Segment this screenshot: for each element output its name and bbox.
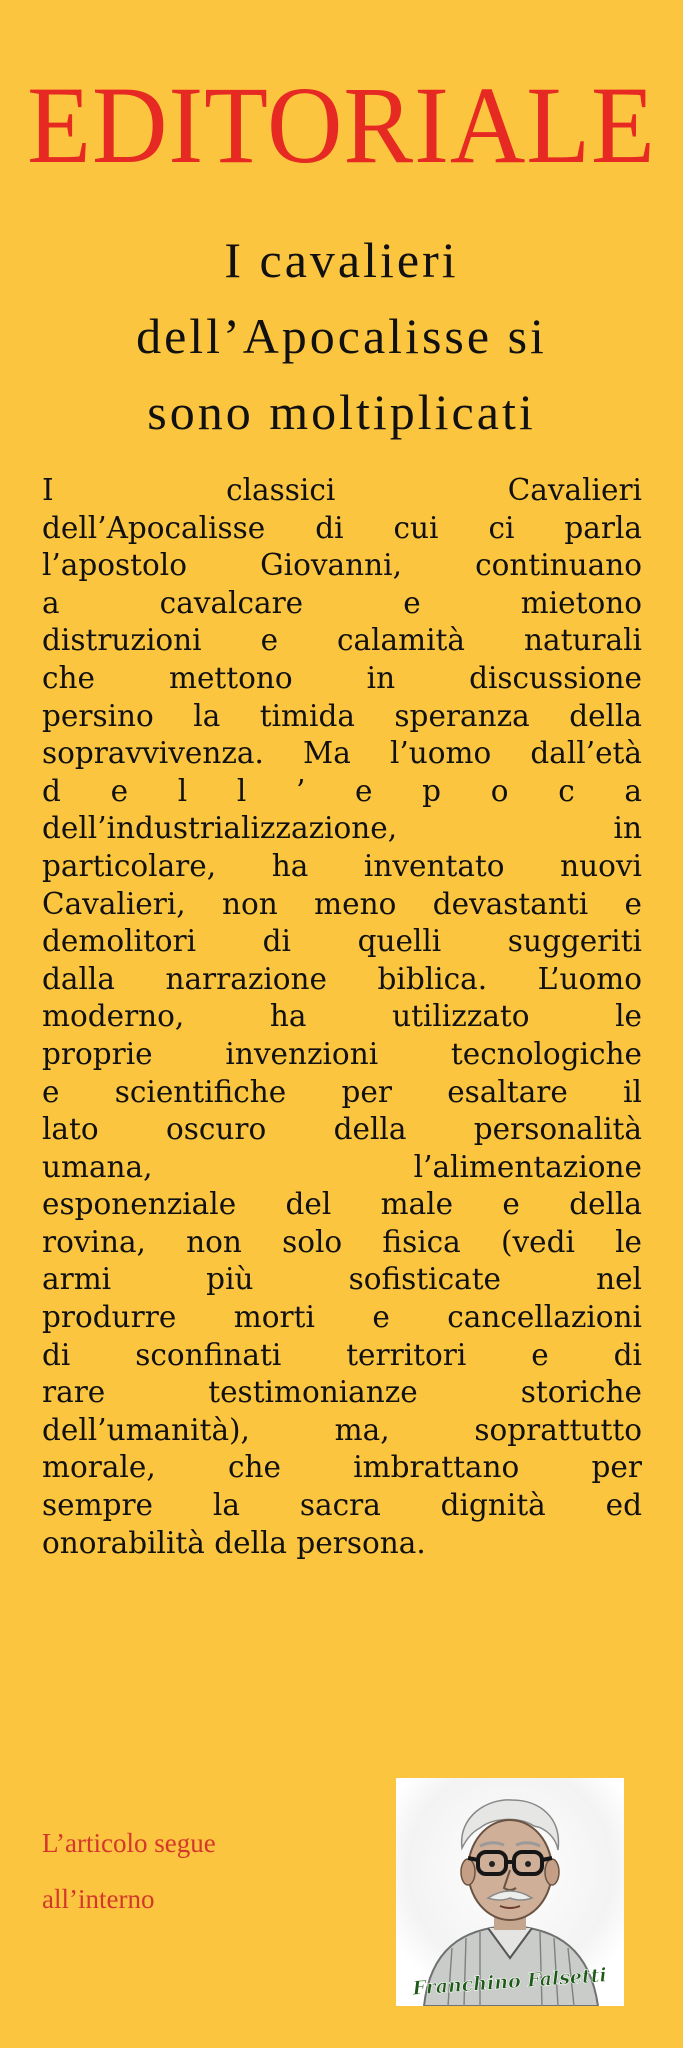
subtitle-line: sono moltiplicati	[147, 384, 536, 440]
author-portrait-illustration	[396, 1778, 624, 2006]
body-line: proprie invenzioni tecnologiche	[42, 1036, 642, 1071]
editorial-subtitle	[60, 222, 623, 450]
author-signature: Franchino Falsetti	[411, 1964, 608, 2000]
continued-inside-note	[42, 1815, 216, 1927]
body-line: moderno, ha utilizzato le	[42, 999, 642, 1034]
body-line: sempre la sacra dignità ed	[42, 1488, 642, 1523]
body-line: demolitori di quelli suggeriti	[42, 924, 642, 959]
body-line: dell’Apocalisse di cui ci parla	[42, 510, 642, 545]
continued-note-line: L’articolo segue	[42, 1828, 216, 1858]
subtitle-line: I cavalieri	[224, 232, 459, 288]
body-line: di sconfinati territori e di	[42, 1337, 642, 1372]
body-line: rovina, non solo fisica (vedi le	[42, 1224, 642, 1259]
body-line: distruzioni e calamità naturali	[42, 623, 642, 658]
body-line: esponenziale del male e della	[42, 1187, 642, 1222]
body-line: che mettono in discussione	[42, 660, 642, 695]
body-line: d e l l ’ e p o c a	[42, 773, 642, 808]
body-line: dell’industrializzazione, in	[42, 811, 642, 846]
author-portrait	[396, 1778, 624, 2006]
masthead-title: EDITORIALE	[27, 64, 656, 186]
body-line: persino la timida speranza della	[42, 698, 642, 733]
subtitle-line: dell’Apocalisse si	[136, 308, 547, 364]
body-line: Cavalieri, non meno devastanti e	[42, 886, 642, 921]
body-line: sopravvivenza. Ma l’uomo dall’età	[42, 736, 642, 771]
body-line-last: onorabilità della persona.	[42, 1525, 426, 1560]
body-line: I classici Cavalieri	[42, 473, 642, 507]
body-line: armi più sofisticate nel	[42, 1262, 642, 1297]
body-line: l’apostolo Giovanni, continuano	[42, 548, 642, 583]
body-line: lato oscuro della personalità	[42, 1112, 642, 1147]
body-line: particolare, ha inventato nuovi	[42, 848, 642, 883]
body-line: e scientifiche per esaltare il	[42, 1074, 642, 1109]
editorial-body	[42, 472, 642, 1562]
body-line: a cavalcare e mietono	[42, 585, 642, 620]
body-line: rare testimonianze storiche	[42, 1375, 642, 1410]
continued-note-line: all’interno	[42, 1884, 155, 1914]
body-line: produrre morti e cancellazioni	[42, 1300, 642, 1335]
body-line: dalla narrazione biblica. L’uomo	[42, 961, 642, 996]
body-line: morale, che imbrattano per	[42, 1450, 642, 1485]
body-line: umana, l’alimentazione	[42, 1149, 642, 1184]
body-line: dell’umanità), ma, soprattutto	[42, 1412, 642, 1447]
